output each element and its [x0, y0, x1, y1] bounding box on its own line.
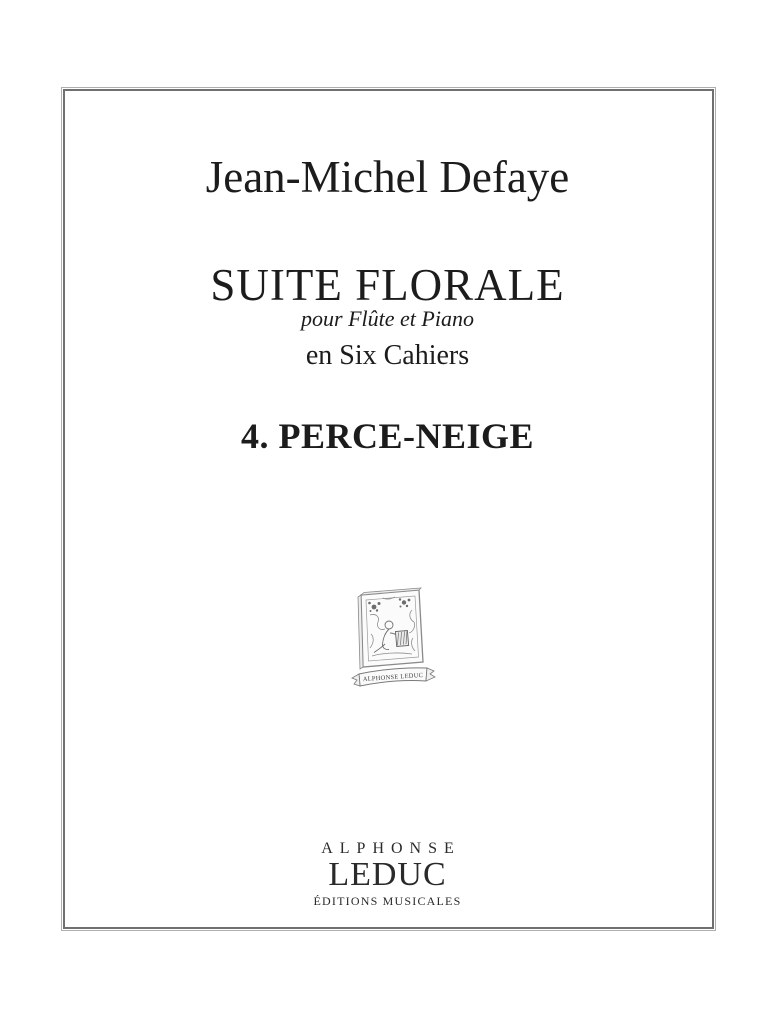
instrumentation-subtitle: pour Flûte et Piano	[301, 306, 474, 331]
harp	[395, 631, 408, 647]
series-note: en Six Cahiers	[305, 340, 470, 371]
publisher-tagline: ÉDITIONS MUSICALES	[313, 894, 462, 908]
ribbon-banner-text: ALPHONSE LEDUC	[362, 671, 424, 684]
ribbon-banner	[352, 668, 435, 686]
page-border-frame	[61, 87, 716, 931]
page-border-frame-inner	[63, 89, 714, 929]
work-title: SUITE FLORALE	[210, 260, 565, 310]
publisher-logotype	[0, 841, 775, 907]
publisher-name-main: LEDUC	[328, 856, 447, 893]
movement-title: 4. PERCE-NEIGE	[240, 416, 535, 456]
composer-name: Jean-Michel Defaye	[205, 152, 570, 202]
publisher-name-top: ALPHONSE	[321, 840, 461, 857]
publisher-emblem-icon	[349, 586, 437, 700]
